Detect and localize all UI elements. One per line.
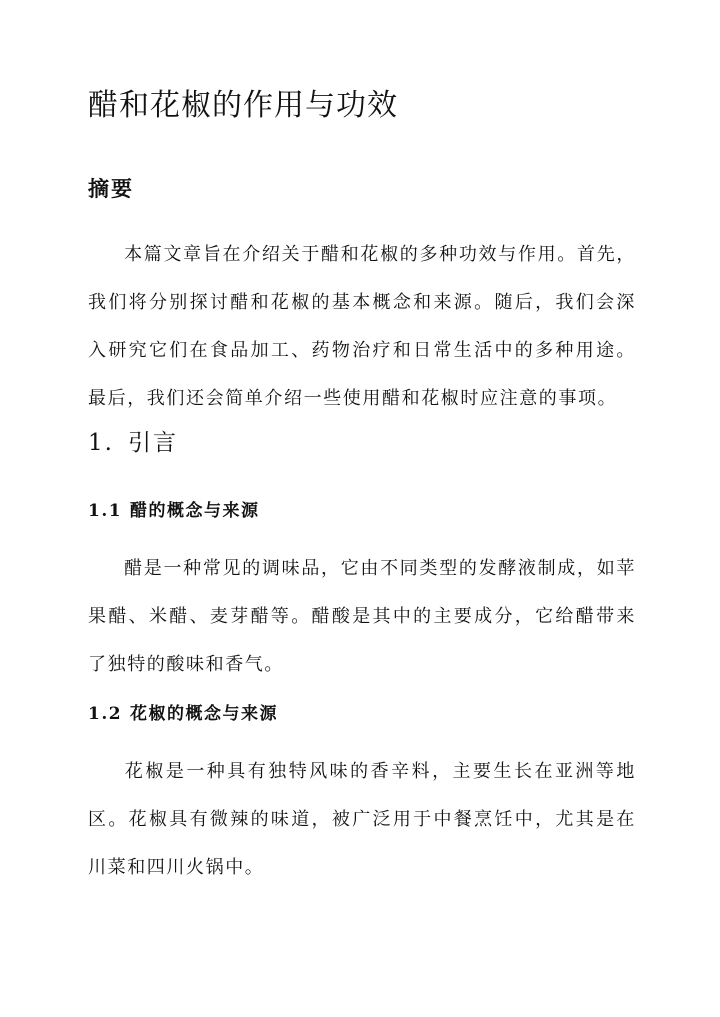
subsection-heading-vinegar	[88, 498, 260, 524]
subsection-number: 1.1	[88, 501, 123, 521]
abstract-paragraph	[88, 231, 636, 423]
subsection-number: 1.2	[88, 704, 123, 724]
section-title: 引言	[128, 430, 178, 456]
abstract-heading: 摘要	[88, 176, 134, 201]
vinegar-text: 醋是一种常见的调味品，它由不同类型的发酵液制成，如苹果醋、米醋、麦芽醋等。醋酸是其中的主要成分，它给醋带来了独特的酸味和香气。	[88, 558, 636, 675]
subsection-title: 醋的概念与来源	[130, 501, 260, 521]
vinegar-paragraph	[88, 545, 636, 689]
document-title: 醋和花椒的作用与功效	[88, 88, 398, 123]
subsection-title: 花椒的概念与来源	[130, 704, 278, 724]
abstract-text: 本篇文章旨在介绍关于醋和花椒的多种功效与作用。首先，我们将分别探讨醋和花椒的基本概念和来源。随后，我们会深入研究它们在食品加工、药物治疗和日常生活中的多种用途。最后，我们还会简单介绍一些使用醋和花椒时应注意的事项。	[88, 244, 636, 409]
section-number: 1.	[88, 430, 114, 456]
subsection-heading-pepper	[88, 701, 278, 727]
pepper-text: 花椒是一种具有独特风味的香辛料，主要生长在亚洲等地区。花椒具有微辣的味道，被广泛用于中餐烹饪中，尤其是在川菜和四川火锅中。	[88, 761, 636, 878]
pepper-paragraph	[88, 748, 636, 892]
section-heading	[88, 426, 178, 460]
